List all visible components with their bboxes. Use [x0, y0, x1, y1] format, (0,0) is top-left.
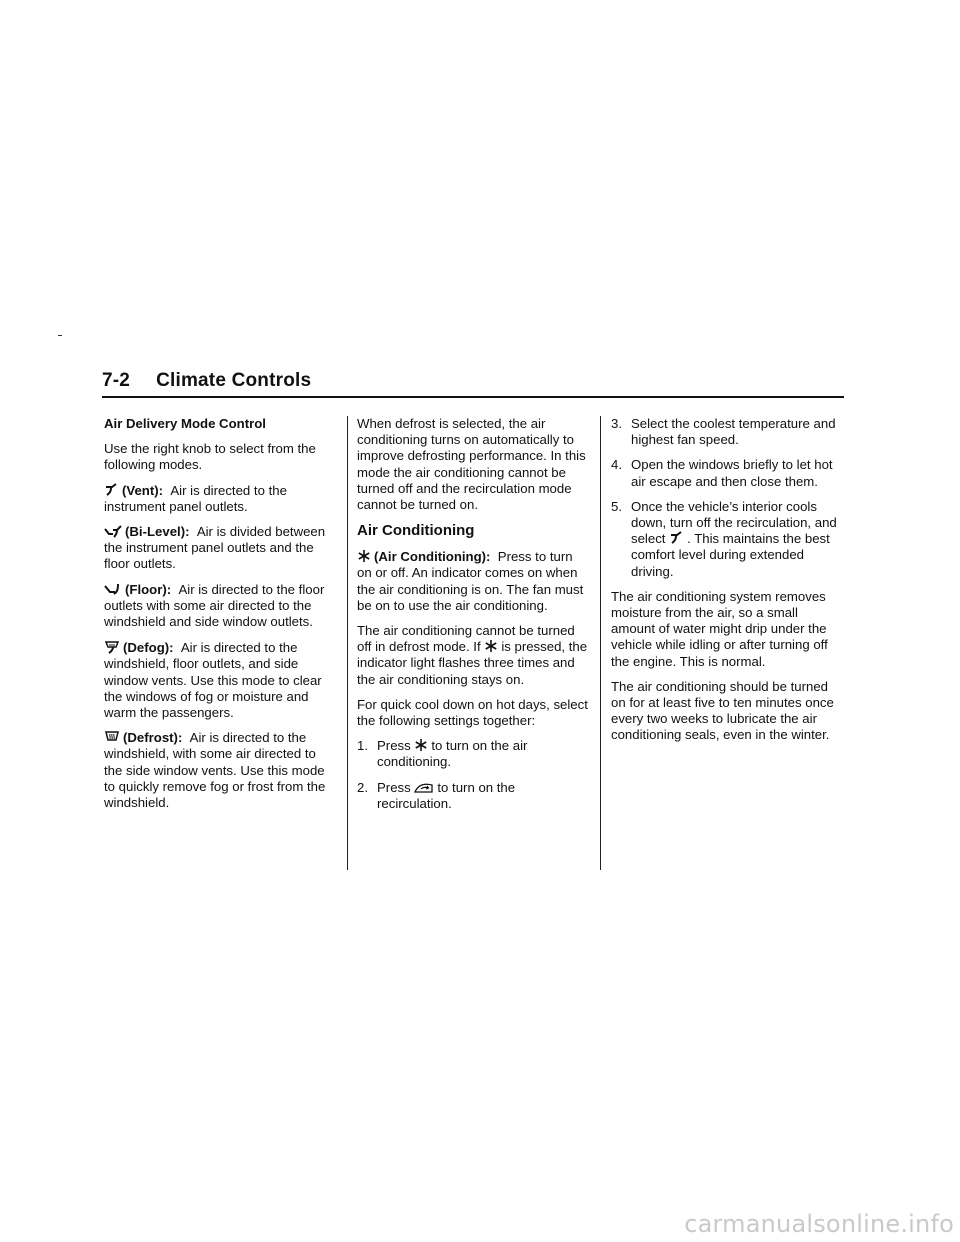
column-1 — [104, 416, 336, 820]
mode-defrost-label: (Defrost): — [123, 730, 183, 746]
bilevel-icon — [104, 524, 122, 538]
cooldown-steps — [357, 738, 589, 812]
mode-defog-label: (Defog): — [123, 640, 174, 656]
column-2 — [357, 416, 589, 821]
snowflake-icon — [414, 738, 428, 752]
mode-vent — [104, 483, 336, 515]
list-item: 2. Press to turn on the recirculation. — [357, 779, 516, 811]
list-item: 5. Once the vehicle’s interior cools down, turn off the recirculation, and select . This maintains the best comfort level during extended driving. — [611, 498, 837, 579]
mode-defrost-text: Air is directed to the windshield, with some air directed to the side window vents. Use this mode to quickly remove fog or frost from the windshield. — [104, 730, 326, 811]
list-item: 4. Open the windows briefly to let hot air escape and then close them. — [611, 457, 833, 489]
column-3 — [611, 416, 845, 753]
defrost-note: When defrost is selected, the air conditioning turns on automatically to improve defrosting performance. In this mode the air conditioning cannot be turned off and the recirculation mode cannot be turned on. — [357, 416, 586, 513]
column-divider-2 — [600, 416, 601, 870]
column-divider-1 — [347, 416, 348, 870]
ac-description — [357, 549, 589, 614]
recirculation-icon — [414, 782, 434, 794]
mode-bilevel-label: (Bi-Level): — [125, 524, 190, 540]
air-conditioning-heading: Air Conditioning — [357, 522, 475, 540]
mode-control-heading: Air Delivery Mode Control — [104, 416, 266, 431]
mode-vent-label: (Vent): — [122, 482, 164, 498]
moisture-note: The air conditioning system removes moisture from the air, so a small amount of water might drip under the vehicle while idling or after turning off the engine. This is normal. — [611, 588, 828, 669]
defog-icon — [104, 639, 120, 654]
mode-defrost — [104, 730, 336, 811]
ac-text: Press to turn on or off. An indicator comes on when the air conditioning is on. The fan must be on to use the air conditioning. — [357, 549, 584, 613]
defrost-icon — [104, 730, 120, 744]
cooldown-intro: For quick cool down on hot days, select the following settings together: — [357, 696, 588, 729]
mode-bilevel — [104, 524, 336, 573]
vent-icon — [104, 483, 119, 497]
mode-floor-label: (Floor): — [125, 581, 172, 597]
mode-vent-text: Air is directed to the instrument panel outlets. — [104, 482, 287, 514]
watermark: carmanualsonline.info — [684, 1210, 954, 1238]
section-title: Climate Controls — [156, 370, 312, 391]
list-item: 1. Press to turn on the air conditioning. — [357, 738, 528, 770]
page-number: 7-2 — [102, 370, 131, 391]
mode-floor-text: Air is directed to the floor outlets with some air directed to the windshield and side window outlets. — [104, 581, 325, 630]
list-item: 3. Select the coolest temperature and highest fan speed. — [611, 416, 836, 448]
ac-label: (Air Conditioning): — [374, 549, 491, 565]
vent-icon — [669, 531, 684, 545]
cooldown-steps-continued — [611, 416, 845, 580]
mode-defog — [104, 639, 336, 721]
maintenance-note: The air conditioning should be turned on for at least five to ten minutes once every two weeks to lubricate the air conditioning seals, even in the winter. — [611, 678, 834, 743]
snowflake-icon — [357, 549, 371, 563]
mode-defog-text: Air is directed to the windshield, floor outlets, and side window vents. Use this mode to clear the windows of fog or moisture and warm the passengers. — [104, 640, 322, 721]
page-header — [102, 370, 844, 398]
mode-bilevel-text: Air is divided between the instrument panel outlets and the floor outlets. — [104, 524, 326, 572]
mode-floor — [104, 582, 336, 631]
corner-mark — [58, 335, 62, 336]
header-rule — [102, 396, 844, 398]
snowflake-icon — [484, 639, 498, 653]
defrost-ac-note: The air conditioning cannot be turned off in defrost mode. If is pressed, the indicator light flashes three times and the air conditioning stays on. — [357, 623, 588, 687]
floor-icon — [104, 582, 122, 596]
header-title — [102, 370, 844, 392]
mode-control-intro: Use the right knob to select from the following modes. — [104, 441, 316, 473]
